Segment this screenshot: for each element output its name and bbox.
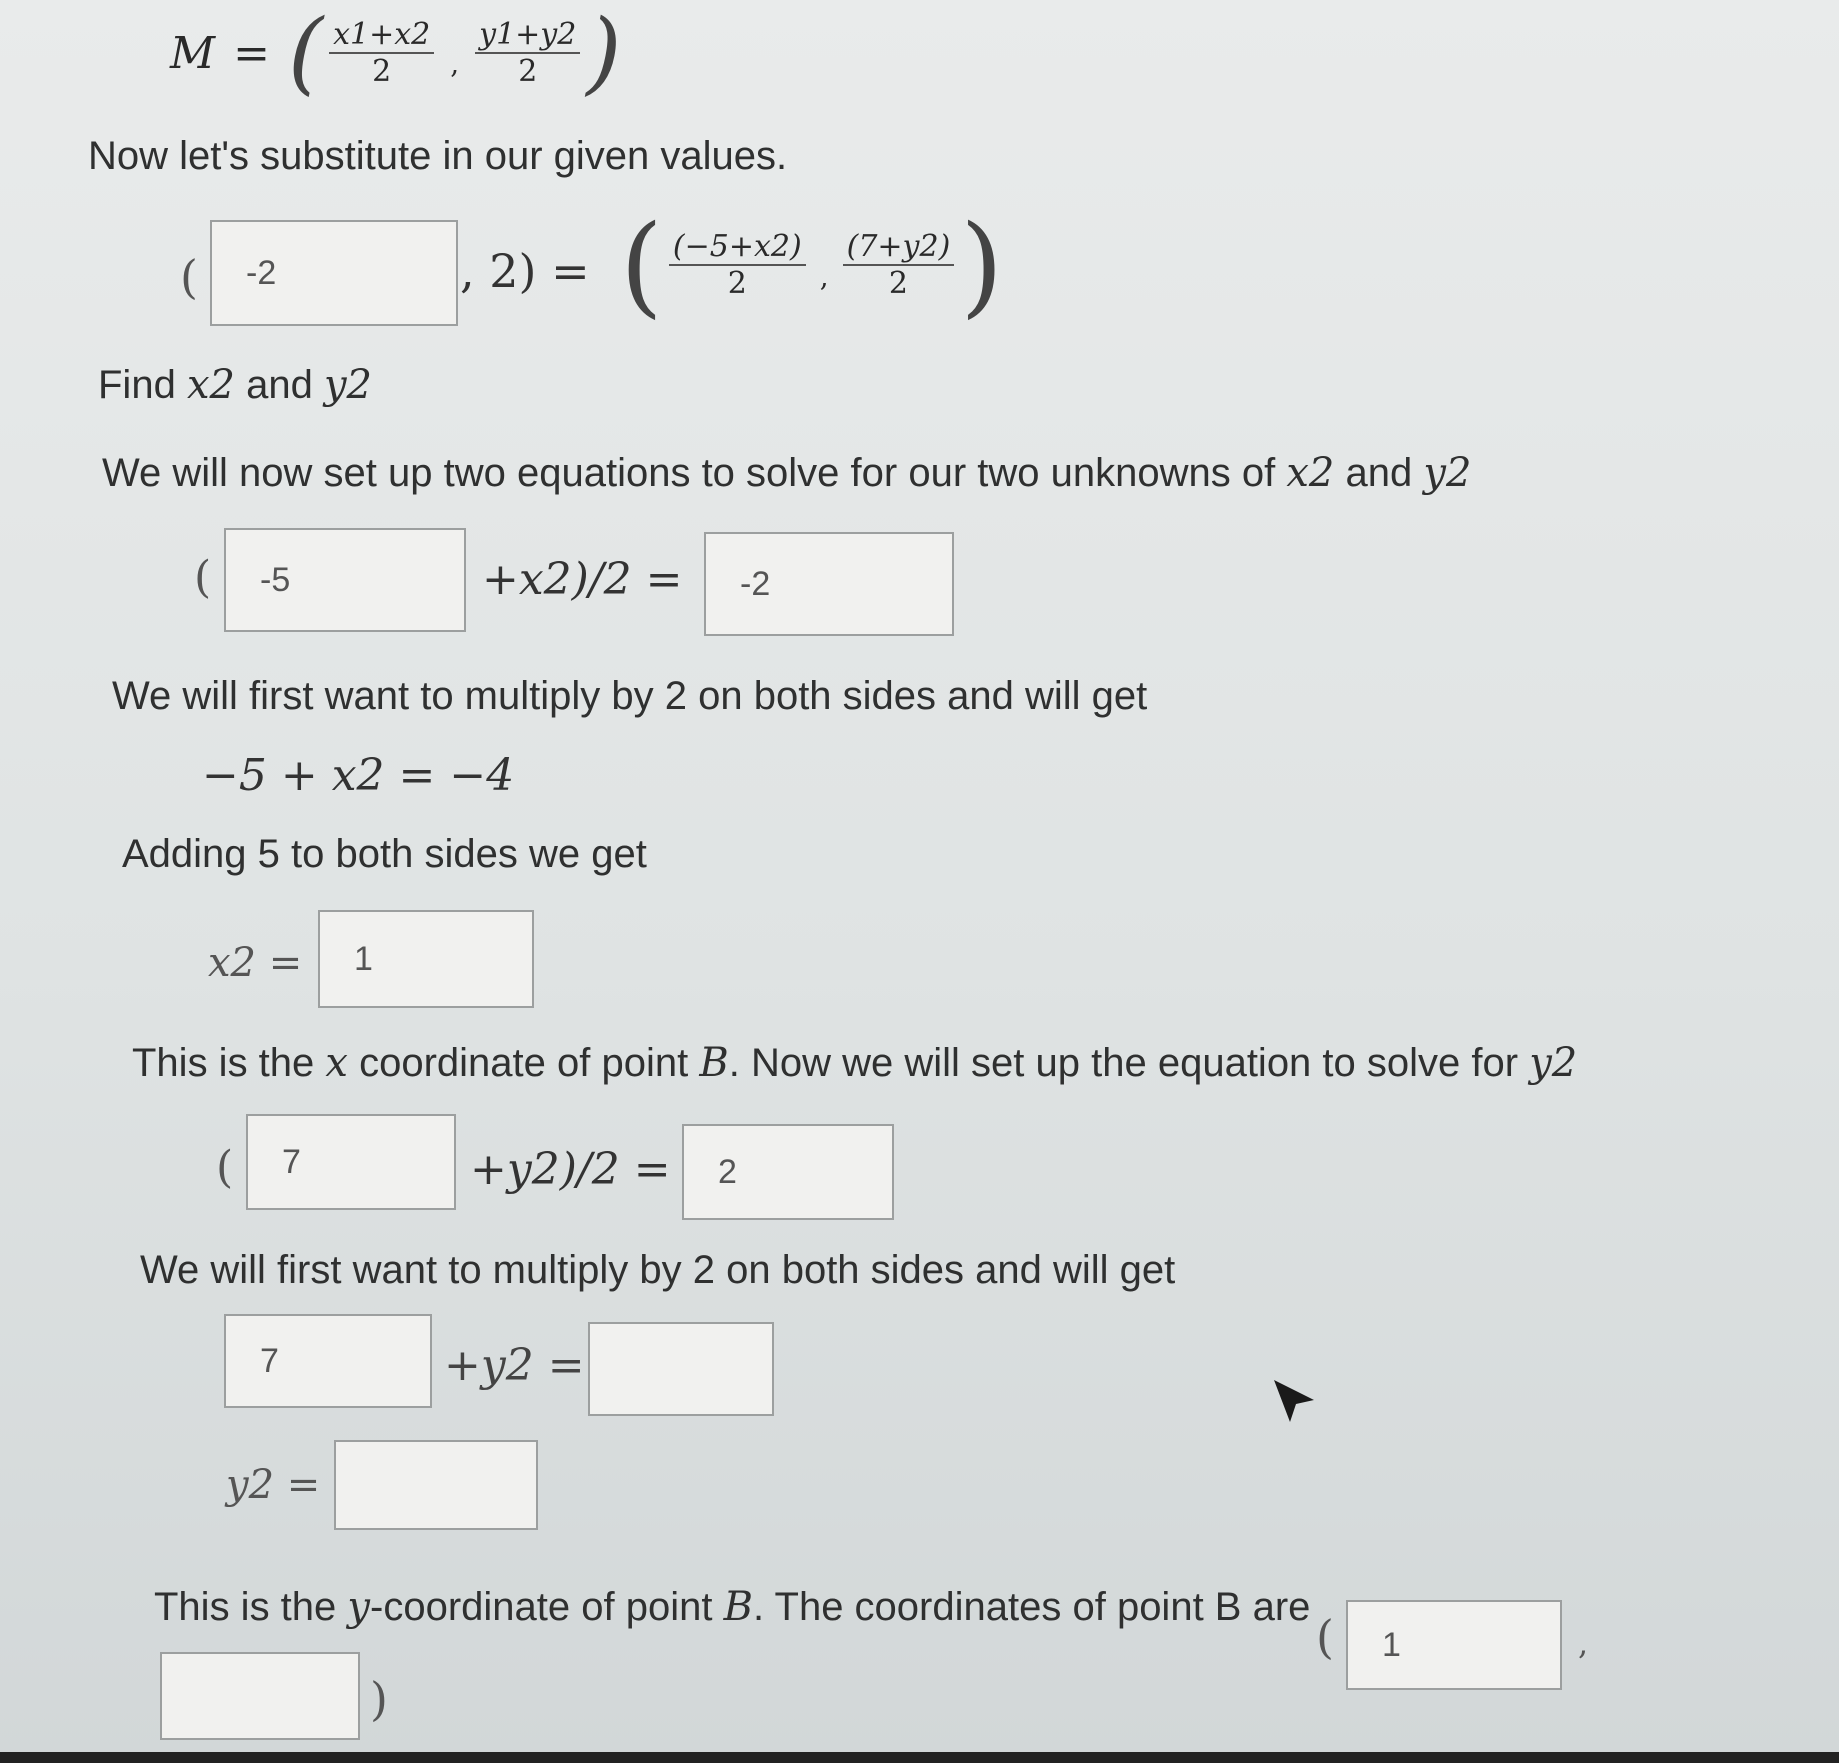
x-coord-B: B xyxy=(699,1040,729,1086)
sub-x-fraction xyxy=(669,229,806,301)
setup-prefix: We will now set up two equations to solve for our two unknowns of xyxy=(102,451,1276,495)
formula-y-fraction xyxy=(475,17,580,89)
sub-rest: , 2) = xyxy=(460,244,590,298)
formula-x-fraction xyxy=(329,17,434,89)
eqx-open-paren: ( xyxy=(194,552,212,603)
eqy-open-paren: ( xyxy=(216,1142,234,1193)
sub-open-paren: ( xyxy=(180,250,198,304)
x-coord-text xyxy=(132,1040,1577,1086)
formula-x-denominator: 2 xyxy=(372,54,392,89)
pointB-open-paren: ( xyxy=(1316,1610,1334,1664)
x2-label: x2 = xyxy=(208,940,303,986)
sub-rhs-open-paren: ( xyxy=(620,201,663,329)
sub-y-fraction xyxy=(843,229,955,301)
y-coord-suffix: . The coordinates of point B are xyxy=(753,1585,1311,1629)
find-line xyxy=(98,362,372,408)
formula-comma: , xyxy=(450,46,460,80)
pointB-y-input[interactable] xyxy=(160,1652,360,1740)
sub-x-numerator: (−5+x2) xyxy=(669,229,806,266)
find-label: Find xyxy=(98,363,176,407)
y2-label: y2 = xyxy=(226,1462,321,1508)
adding-5-text: Adding 5 to both sides we get xyxy=(122,832,647,876)
substitute-text: Now let's substitute in our given values. xyxy=(88,134,788,178)
formula-m: M xyxy=(170,27,216,79)
eqx-multiplied: −5 + x2 = −4 xyxy=(202,750,515,801)
formula-equals: = xyxy=(233,27,270,79)
sub-comma: , xyxy=(819,259,829,293)
y1-multiplied-input[interactable] xyxy=(224,1314,432,1408)
setup-y2: y2 xyxy=(1423,450,1472,496)
x1-input[interactable] xyxy=(224,528,466,632)
x-coord-mid: coordinate of point xyxy=(359,1041,689,1085)
pointB-comma: , xyxy=(1578,1624,1589,1662)
formula-y-denominator: 2 xyxy=(518,54,538,89)
mouse-cursor-icon xyxy=(1272,1378,1316,1426)
setup-x2: x2 xyxy=(1286,450,1335,496)
mx-answer-input[interactable] xyxy=(704,532,954,636)
eqx-middle: +x2)/2 = xyxy=(482,554,683,605)
x-coord-prefix: This is the xyxy=(132,1041,315,1085)
formula-open-paren: ( xyxy=(287,0,324,105)
screen-bottom-edge xyxy=(0,1752,1839,1763)
x-coord-y2: y2 xyxy=(1529,1040,1578,1086)
setup-line xyxy=(102,450,1471,496)
eqy-multiplied-rhs-input[interactable] xyxy=(588,1322,774,1416)
y-coord-text xyxy=(154,1584,1310,1630)
y-coord-B: B xyxy=(723,1584,754,1630)
y2-input[interactable] xyxy=(334,1440,538,1530)
x-coord-var: x xyxy=(325,1040,348,1086)
setup-and: and xyxy=(1345,451,1413,495)
sub-rhs xyxy=(620,201,1004,329)
x2-input[interactable] xyxy=(318,910,534,1008)
mx-input[interactable] xyxy=(210,220,458,326)
formula-x-numerator: x1+x2 xyxy=(329,17,434,54)
sub-y-numerator: (7+y2) xyxy=(843,229,955,266)
y-coord-prefix: This is the xyxy=(154,1585,337,1629)
formula-close-paren: ) xyxy=(586,0,622,105)
pointB-x-input[interactable] xyxy=(1346,1600,1562,1690)
pointB-close-paren: ) xyxy=(370,1672,388,1726)
sub-rhs-close-paren: ) xyxy=(960,201,1004,329)
my-answer-input[interactable] xyxy=(682,1124,894,1220)
find-y2: y2 xyxy=(323,362,372,408)
y-coord-var: y xyxy=(347,1584,371,1630)
eqy-multiplied-middle: +y2 = xyxy=(444,1340,585,1391)
sub-y-denominator: 2 xyxy=(888,266,908,301)
formula-y-numerator: y1+y2 xyxy=(475,17,580,54)
multiply-text-2: We will first want to multiply by 2 on both sides and will get xyxy=(140,1248,1176,1292)
midpoint-formula xyxy=(170,0,622,105)
eqy-middle: +y2)/2 = xyxy=(470,1144,671,1195)
multiply-text-1: We will first want to multiply by 2 on both sides and will get xyxy=(112,674,1148,718)
y-coord-mid: -coordinate of point xyxy=(370,1585,713,1629)
find-and: and xyxy=(246,363,313,407)
sub-x-denominator: 2 xyxy=(727,266,747,301)
x-coord-suffix: . Now we will set up the equation to solve for xyxy=(728,1041,1519,1085)
y1-input[interactable] xyxy=(246,1114,456,1210)
find-x2: x2 xyxy=(186,362,235,408)
